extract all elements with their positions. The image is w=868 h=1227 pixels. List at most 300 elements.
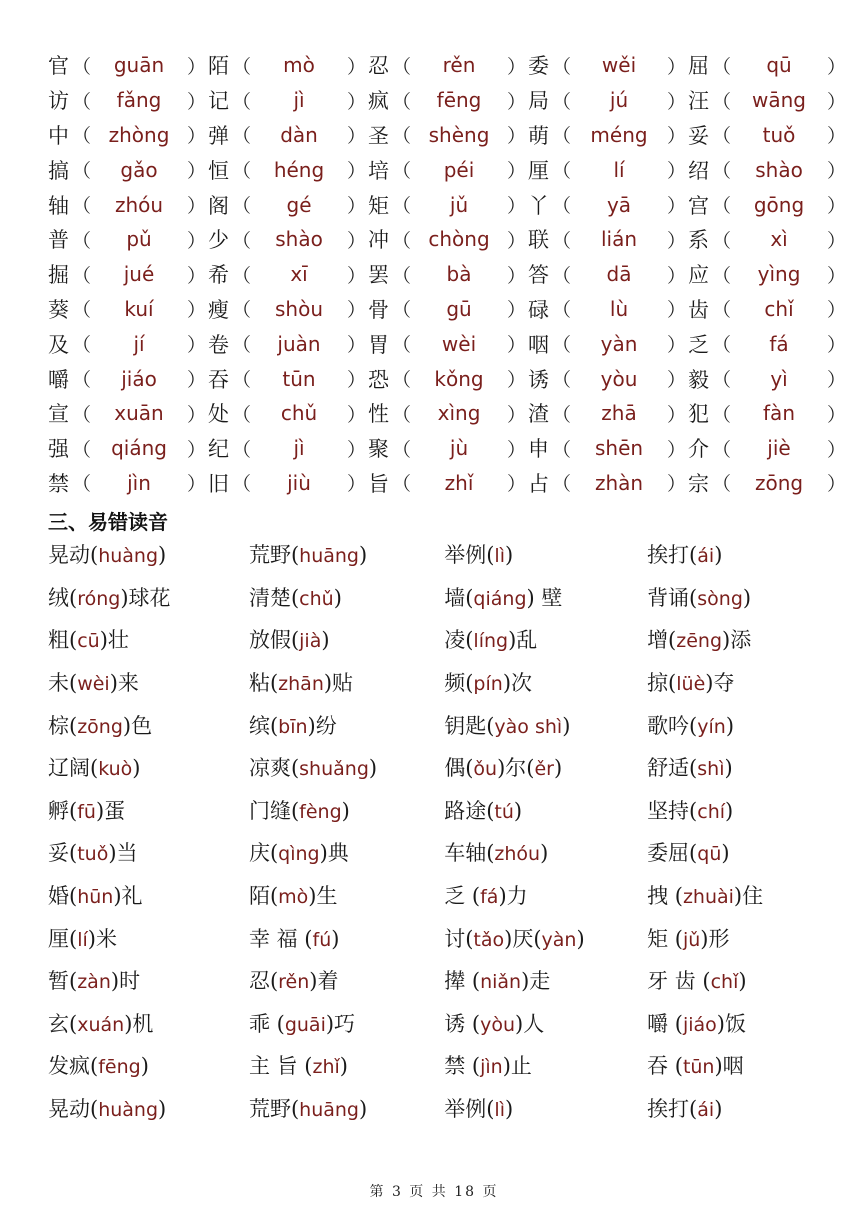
word-text: )止 (502, 1054, 532, 1079)
open-paren: （ (712, 403, 732, 426)
pinyin: shào (755, 157, 803, 182)
close-paren: ） (347, 369, 367, 392)
pinyin: lì (494, 545, 505, 568)
word-item (249, 1050, 444, 1080)
character: 培 (368, 158, 389, 183)
word-text: )尔( (497, 756, 535, 781)
word-text: 清楚( (248, 585, 300, 610)
open-paren: （ (712, 160, 732, 183)
word-item (647, 624, 848, 654)
pinyin: gōng (753, 192, 805, 217)
word-text: )乱 (508, 628, 538, 653)
word-row (48, 661, 848, 704)
pinyin: zōng (754, 470, 804, 495)
word-item (48, 1050, 249, 1080)
grid-cell (528, 468, 688, 498)
word-text: )来 (109, 671, 139, 696)
word-text: 吞 ( (647, 1054, 683, 1079)
close-paren: ） (187, 90, 207, 113)
word-row (48, 1002, 848, 1045)
word-item (444, 837, 647, 867)
close-paren: ） (347, 264, 367, 287)
pinyin: mò (283, 53, 315, 78)
close-paren: ） (667, 90, 687, 113)
pinyin: gé (286, 192, 312, 217)
word-text: )着 (309, 969, 339, 994)
pinyin: jù (449, 436, 469, 461)
pinyin: xìng (437, 401, 481, 426)
word-text: 粘( (248, 671, 279, 696)
character: 纪 (208, 437, 229, 462)
word-item (249, 1093, 444, 1123)
word-text: 放假( (248, 628, 300, 653)
open-paren: （ (392, 195, 412, 218)
pinyin: jià (299, 630, 322, 653)
pinyin: ái (697, 545, 715, 568)
character: 宫 (688, 193, 709, 218)
word-text: 禁 ( (444, 1054, 481, 1079)
pinyin: shòu (275, 296, 324, 321)
close-paren: ） (667, 334, 687, 357)
close-paren: ） (187, 55, 207, 78)
open-paren: （ (712, 90, 732, 113)
close-paren: ） (827, 403, 847, 426)
character: 齿 (688, 297, 709, 322)
character: 及 (48, 332, 69, 357)
pinyin: qìng (278, 843, 320, 866)
pinyin: bà (446, 262, 472, 287)
close-paren: ） (347, 438, 367, 461)
grid-cell (48, 433, 208, 463)
word-item (647, 880, 848, 910)
open-paren: （ (712, 229, 732, 252)
word-row (48, 1044, 848, 1087)
character: 骨 (368, 297, 389, 322)
word-text: ) (576, 926, 585, 951)
open-paren: （ (232, 473, 252, 496)
word-item (647, 1093, 848, 1123)
word-text: 坚持( (647, 798, 698, 823)
pinyin: rěn (278, 971, 310, 994)
pinyin: chí (697, 800, 726, 823)
character: 屈 (688, 54, 709, 79)
word-text: )咽 (714, 1054, 744, 1079)
open-paren: （ (72, 473, 92, 496)
word-row (48, 831, 848, 874)
pinyin: zhān (278, 673, 324, 696)
word-text: )厌( (504, 926, 542, 951)
word-item (249, 710, 444, 740)
pinyin: niǎn (480, 971, 522, 994)
word-text: 嚼 ( (647, 1011, 683, 1036)
close-paren: ） (187, 160, 207, 183)
close-paren: ） (187, 473, 207, 496)
open-paren: （ (712, 195, 732, 218)
word-text: )典 (319, 841, 349, 866)
grid-cell (368, 294, 528, 324)
word-text: )米 (87, 926, 117, 951)
grid-row (48, 466, 848, 501)
word-text: )人 (515, 1011, 545, 1036)
pinyin: juàn (277, 331, 321, 356)
grid-cell (528, 433, 688, 463)
character: 联 (528, 228, 549, 253)
open-paren: （ (552, 229, 572, 252)
pinyin: zàn (77, 971, 111, 994)
word-text: )礼 (113, 884, 143, 909)
pinyin: péi (443, 157, 475, 182)
character: 犯 (688, 402, 709, 427)
close-paren: ） (827, 125, 847, 148)
section-heading: 三、易错读音 (48, 510, 168, 534)
grid-cell (48, 190, 208, 220)
close-paren: ） (187, 438, 207, 461)
pinyin: lù (609, 296, 629, 321)
open-paren: （ (72, 160, 92, 183)
word-text: )时 (110, 969, 141, 994)
close-paren: ） (667, 473, 687, 496)
pinyin: jǔ (449, 192, 469, 217)
word-text: 凉爽( (248, 756, 300, 781)
character: 官 (48, 54, 69, 79)
word-text: 绒( (48, 585, 78, 610)
character: 答 (528, 263, 549, 288)
grid-cell (368, 224, 528, 254)
word-text: 讨( (444, 926, 474, 951)
page-footer: 第 3 页 共 18 页 (369, 1184, 499, 1200)
grid-cell (208, 329, 368, 359)
grid-cell (688, 224, 848, 254)
pinyin: zōng (77, 715, 123, 738)
close-paren: ） (667, 55, 687, 78)
pinyin: huāng (299, 1099, 359, 1122)
open-paren: （ (232, 55, 252, 78)
open-paren: （ (72, 195, 92, 218)
word-text: 路途( (444, 798, 495, 823)
close-paren: ） (347, 299, 367, 322)
word-text: ) (333, 585, 342, 610)
pinyin: gū (446, 296, 472, 321)
pinyin: pín (473, 673, 503, 696)
pinyin: jì (293, 88, 305, 113)
word-text: 妥( (48, 841, 78, 866)
word-item (249, 795, 444, 825)
open-paren: （ (392, 369, 412, 392)
word-item (249, 624, 444, 654)
word-item (444, 710, 647, 740)
word-text: 忍( (248, 969, 279, 994)
word-text: 门缝( (248, 798, 300, 823)
word-item (647, 752, 848, 782)
grid-cell (208, 190, 368, 220)
word-text: )走 (521, 969, 551, 994)
close-paren: ） (667, 438, 687, 461)
word-text: 乏 ( (444, 884, 481, 909)
word-text: 诱 ( (444, 1011, 481, 1036)
grid-cell (688, 468, 848, 498)
pinyin-character-grid (48, 48, 848, 500)
open-paren: （ (392, 264, 412, 287)
word-item (48, 1008, 249, 1038)
grid-cell (368, 50, 528, 80)
open-paren: （ (232, 334, 252, 357)
word-text: 挨打( (647, 1097, 698, 1122)
character: 申 (528, 437, 549, 462)
grid-cell (688, 155, 848, 185)
pinyin: pǔ (126, 227, 152, 252)
open-paren: （ (712, 299, 732, 322)
word-text: ) (513, 798, 523, 823)
open-paren: （ (392, 473, 412, 496)
word-text: )贴 (323, 671, 354, 696)
close-paren: ） (507, 438, 527, 461)
open-paren: （ (552, 160, 572, 183)
character: 冲 (368, 228, 389, 253)
close-paren: ） (507, 264, 527, 287)
word-text: )饭 (716, 1011, 746, 1036)
character: 占 (528, 471, 549, 496)
pinyin: jiù (287, 470, 311, 495)
close-paren: ） (507, 125, 527, 148)
character: 矩 (368, 193, 389, 218)
pinyin: yìng (757, 262, 801, 287)
character: 委 (528, 54, 549, 79)
word-item (48, 624, 249, 654)
character: 萌 (528, 123, 549, 148)
word-row (48, 916, 848, 959)
open-paren: （ (72, 299, 92, 322)
close-paren: ） (507, 473, 527, 496)
close-paren: ） (507, 55, 527, 78)
close-paren: ） (827, 369, 847, 392)
close-paren: ） (187, 125, 207, 148)
word-item (249, 582, 444, 612)
word-text: 晃动( (48, 1097, 99, 1122)
close-paren: ） (667, 403, 687, 426)
pinyin: tūn (682, 1056, 715, 1079)
grid-cell (368, 433, 528, 463)
word-text: ) (724, 756, 733, 781)
character: 毅 (688, 367, 709, 392)
character: 卷 (208, 332, 229, 357)
pinyin: fú (312, 928, 332, 951)
word-text: ) (341, 798, 350, 823)
word-item (48, 965, 249, 995)
grid-cell (368, 398, 528, 428)
open-paren: （ (552, 299, 572, 322)
grid-cell (368, 155, 528, 185)
grid-cell (208, 259, 368, 289)
word-item (647, 837, 848, 867)
character: 少 (208, 228, 229, 253)
grid-cell (528, 224, 688, 254)
open-paren: （ (712, 55, 732, 78)
pinyin: yín (697, 715, 726, 738)
word-text: )住 (733, 884, 764, 909)
close-paren: ） (827, 473, 847, 496)
grid-cell (368, 190, 528, 220)
word-item (647, 582, 848, 612)
pinyin: yào shì (494, 715, 563, 738)
open-paren: （ (392, 403, 412, 426)
grid-row (48, 431, 848, 466)
pinyin: chǐ (710, 971, 739, 994)
pinyin: fèng (299, 800, 342, 823)
close-paren: ） (187, 334, 207, 357)
pinyin: lüè (676, 673, 706, 696)
pinyin: fū (77, 800, 96, 823)
close-paren: ） (827, 264, 847, 287)
open-paren: （ (232, 403, 252, 426)
word-item (444, 880, 647, 910)
character: 陌 (208, 54, 229, 79)
character: 葵 (48, 297, 69, 322)
character: 轴 (48, 193, 69, 218)
character: 希 (208, 263, 229, 288)
character: 旧 (208, 471, 229, 496)
pinyin: shì (697, 758, 725, 781)
close-paren: ） (667, 195, 687, 218)
grid-cell (528, 259, 688, 289)
pinyin: xì (770, 227, 788, 252)
character: 访 (48, 89, 69, 114)
pinyin: shào (275, 227, 323, 252)
word-item (249, 965, 444, 995)
character: 圣 (368, 123, 389, 148)
grid-cell (688, 398, 848, 428)
pinyin: jì (293, 436, 305, 461)
grid-cell (48, 329, 208, 359)
grid-cell (208, 155, 368, 185)
word-text: ) (339, 1054, 348, 1079)
character: 掘 (48, 263, 69, 288)
word-row (48, 746, 848, 789)
word-row (48, 618, 848, 661)
word-text: )壮 (99, 628, 129, 653)
character: 罢 (368, 263, 389, 288)
open-paren: （ (712, 438, 732, 461)
word-text: ) (504, 1097, 514, 1122)
character: 聚 (368, 437, 389, 462)
word-item (249, 837, 444, 867)
character: 疯 (368, 89, 389, 114)
close-paren: ） (187, 369, 207, 392)
pinyin: mò (278, 886, 309, 909)
pinyin: xuān (114, 401, 164, 426)
word-text: )机 (124, 1011, 154, 1036)
word-text: ) (721, 841, 730, 866)
grid-cell (208, 85, 368, 115)
grid-cell (528, 50, 688, 80)
pinyin: wěi (601, 53, 637, 78)
word-text: )纷 (307, 713, 337, 738)
word-text: 孵( (48, 798, 78, 823)
close-paren: ） (347, 334, 367, 357)
pinyin: zhuài (682, 886, 734, 909)
pinyin: gǎo (120, 157, 158, 182)
open-paren: （ (232, 90, 252, 113)
character: 中 (48, 123, 69, 148)
grid-cell (48, 50, 208, 80)
word-item (647, 1008, 848, 1038)
open-paren: （ (72, 90, 92, 113)
character: 妥 (688, 123, 709, 148)
pinyin: yì (770, 366, 788, 391)
grid-cell (208, 364, 368, 394)
character: 处 (208, 402, 229, 427)
close-paren: ） (667, 264, 687, 287)
word-text: ) (562, 713, 571, 738)
word-text: 荒野( (248, 1097, 300, 1122)
pinyin: shèng (428, 122, 490, 147)
pinyin: wèi (77, 673, 110, 696)
pinyin: lì (494, 1099, 505, 1122)
close-paren: ） (827, 195, 847, 218)
open-paren: （ (72, 369, 92, 392)
open-paren: （ (712, 473, 732, 496)
close-paren: ） (827, 229, 847, 252)
word-text: 暂( (48, 969, 78, 994)
grid-cell (208, 224, 368, 254)
word-text: 钥匙( (444, 713, 495, 738)
close-paren: ） (507, 160, 527, 183)
word-text: 拽 ( (647, 884, 683, 909)
pinyin: jiè (767, 436, 791, 461)
pinyin: fá (769, 331, 789, 356)
word-item (444, 539, 647, 569)
word-text: )色 (122, 713, 153, 738)
pinyin: fàn (763, 401, 795, 426)
close-paren: ） (347, 403, 367, 426)
misread-words-list (48, 533, 848, 1129)
close-paren: ） (507, 229, 527, 252)
open-paren: （ (552, 473, 572, 496)
pinyin: tuǒ (77, 843, 109, 866)
word-item (444, 1008, 647, 1038)
word-text: 厘( (48, 926, 78, 951)
close-paren: ） (347, 125, 367, 148)
open-paren: （ (712, 264, 732, 287)
grid-cell (528, 155, 688, 185)
pinyin: jǔ (682, 928, 701, 951)
grid-cell (368, 468, 528, 498)
close-paren: ） (187, 195, 207, 218)
grid-cell (208, 433, 368, 463)
word-item (647, 667, 848, 697)
word-text: )蛋 (95, 798, 126, 823)
pinyin: xuán (77, 1013, 125, 1036)
pinyin: yàn (600, 331, 638, 356)
word-item (444, 1093, 647, 1123)
character: 禁 (48, 471, 69, 496)
word-item (48, 667, 249, 697)
character: 宣 (48, 402, 69, 427)
pinyin: qiáng (473, 587, 527, 610)
word-item (444, 965, 647, 995)
word-text: )添 (722, 628, 752, 653)
word-item (249, 752, 444, 782)
open-paren: （ (232, 160, 252, 183)
pinyin: méng (590, 122, 648, 147)
pinyin: jìn (480, 1056, 503, 1079)
grid-cell (48, 259, 208, 289)
word-item (647, 965, 848, 995)
word-text: 缤( (248, 713, 279, 738)
word-item (249, 880, 444, 910)
word-item (249, 923, 444, 953)
grid-cell (208, 50, 368, 80)
word-text: 庆( (248, 841, 279, 866)
